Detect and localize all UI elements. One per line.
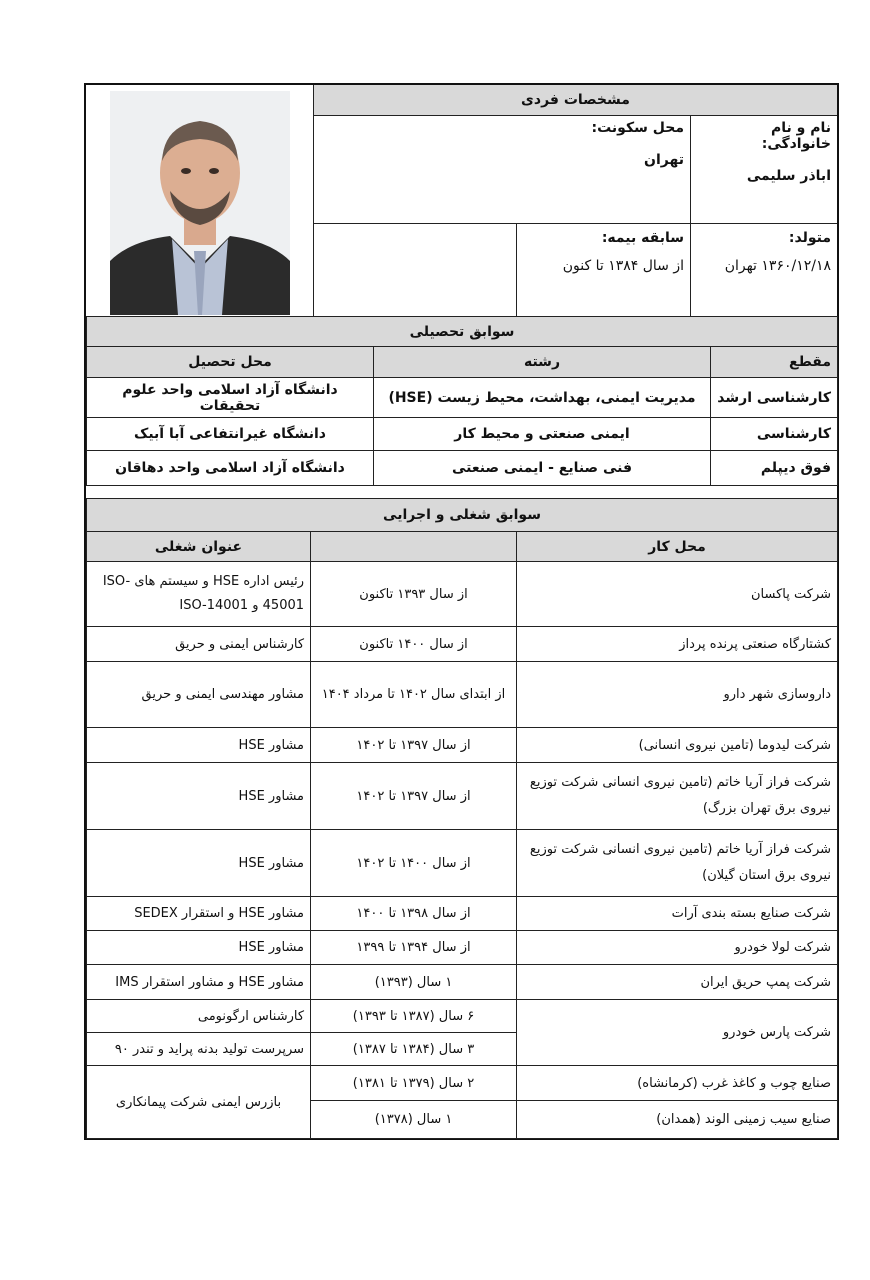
job-place: صنایع چوب و کاغذ غرب (کرمانشاه) bbox=[517, 1066, 838, 1101]
job-title: مشاور مهندسی ایمنی و حریق bbox=[87, 662, 311, 728]
job-place: شرکت پاکسان bbox=[517, 562, 838, 627]
job-title: رئیس اداره HSE و سیستم های ISO-45001 و ISO-14001 bbox=[87, 562, 311, 627]
job-title: مشاور HSE bbox=[87, 763, 311, 830]
education-header: سوابق تحصیلی bbox=[87, 317, 838, 347]
education-col-place: محل تحصیل bbox=[87, 347, 374, 378]
jobs-table bbox=[86, 498, 838, 1139]
education-field: ایمنی صنعتی و محیط کار bbox=[374, 418, 711, 451]
education-level: کارشناسی bbox=[711, 418, 838, 451]
personal-header: مشخصات فردی bbox=[314, 85, 837, 116]
job-title: مشاور HSE و استقرار SEDEX bbox=[87, 897, 311, 931]
birth-label: متولد: bbox=[788, 230, 831, 246]
job-period: از سال ۱۳۹۴ تا ۱۳۹۹ bbox=[311, 931, 517, 965]
table-row bbox=[87, 763, 838, 830]
jobs-col-period bbox=[311, 532, 517, 562]
job-title: مشاور HSE bbox=[87, 830, 311, 897]
insurance-value: از سال ۱۳۸۴ تا کنون bbox=[562, 258, 684, 274]
table-row bbox=[87, 378, 838, 418]
job-place: کشتارگاه صنعتی پرنده پرداز bbox=[517, 627, 838, 662]
job-period: ۶ سال (۱۳۸۷ تا ۱۳۹۳) bbox=[311, 1000, 517, 1033]
table-row bbox=[87, 562, 838, 627]
job-place: شرکت لولا خودرو bbox=[517, 931, 838, 965]
job-title: مشاور HSE bbox=[87, 931, 311, 965]
table-row bbox=[87, 418, 838, 451]
birth-value: ۱۳۶۰/۱۲/۱۸ تهران bbox=[724, 258, 831, 274]
table-row bbox=[87, 662, 838, 728]
personal-info bbox=[314, 85, 837, 316]
photo-frame bbox=[86, 85, 314, 316]
name-cell bbox=[690, 116, 837, 224]
insurance-label: سابقه بیمه: bbox=[601, 230, 684, 246]
job-period: ۳ سال (۱۳۸۴ تا ۱۳۸۷) bbox=[311, 1033, 517, 1066]
education-col-field: رشته bbox=[374, 347, 711, 378]
residence-label: محل سکونت: bbox=[591, 120, 684, 136]
job-title: بازرس ایمنی شرکت پیمانکاری bbox=[87, 1066, 311, 1139]
jobs-section bbox=[86, 498, 837, 1139]
job-place: داروسازی شهر دارو bbox=[517, 662, 838, 728]
jobs-col-title: عنوان شغلی bbox=[87, 532, 311, 562]
education-field: فنی صنایع - ایمنی صنعتی bbox=[374, 451, 711, 486]
education-field: مدیریت ایمنی، بهداشت، محیط زیست (HSE) bbox=[374, 378, 711, 418]
table-row bbox=[87, 1066, 838, 1101]
table-row bbox=[87, 897, 838, 931]
job-title: کارشناس ایمنی و حریق bbox=[87, 627, 311, 662]
job-period: از سال ۱۴۰۰ تا ۱۴۰۲ bbox=[311, 830, 517, 897]
jobs-header: سوابق شغلی و اجرایی bbox=[87, 499, 838, 532]
person-portrait-icon bbox=[110, 91, 290, 315]
name-value: اباذر سلیمی bbox=[746, 168, 831, 184]
job-title: مشاور HSE و مشاور استقرار IMS bbox=[87, 965, 311, 1000]
table-row bbox=[87, 451, 838, 486]
job-period: از سال ۱۳۹۳ تاکنون bbox=[311, 562, 517, 627]
job-period: از ابتدای سال ۱۴۰۲ تا مرداد ۱۴۰۴ bbox=[311, 662, 517, 728]
table-row bbox=[87, 728, 838, 763]
job-period: از سال ۱۳۹۸ تا ۱۴۰۰ bbox=[311, 897, 517, 931]
table-row bbox=[87, 965, 838, 1000]
profile-photo bbox=[110, 91, 290, 315]
table-row bbox=[87, 931, 838, 965]
education-place: دانشگاه غیرانتفاعی آبا آبیک bbox=[87, 418, 374, 451]
birth-cell bbox=[690, 224, 837, 316]
job-title: کارشناس ارگونومی bbox=[87, 1000, 311, 1033]
job-place: شرکت صنایع بسته بندی آرات bbox=[517, 897, 838, 931]
table-row bbox=[87, 830, 838, 897]
job-period: از سال ۱۳۹۷ تا ۱۴۰۲ bbox=[311, 763, 517, 830]
education-level: فوق دیپلم bbox=[711, 451, 838, 486]
job-period: ۱ سال (۱۳۷۸) bbox=[311, 1101, 517, 1139]
jobs-col-place: محل کار bbox=[517, 532, 838, 562]
job-place: شرکت فراز آریا خاتم (تامین نیروی انسانی شرکت توزیع نیروی برق استان گیلان) bbox=[517, 830, 838, 897]
insurance-cell bbox=[516, 224, 690, 316]
job-place: شرکت لیدوما (تامین نیروی انسانی) bbox=[517, 728, 838, 763]
education-level: کارشناسی ارشد bbox=[711, 378, 838, 418]
residence-cell bbox=[314, 116, 690, 224]
job-period: از سال ۱۴۰۰ تاکنون bbox=[311, 627, 517, 662]
job-period: ۱ سال (۱۳۹۳) bbox=[311, 965, 517, 1000]
table-row bbox=[87, 1000, 838, 1033]
table-row bbox=[87, 627, 838, 662]
education-place: دانشگاه آزاد اسلامی واحد دهاقان bbox=[87, 451, 374, 486]
residence-value: تهران bbox=[644, 152, 684, 168]
job-place: شرکت پمپ حریق ایران bbox=[517, 965, 838, 1000]
personal-section bbox=[86, 85, 837, 316]
resume-sheet bbox=[84, 83, 839, 1140]
job-title: سرپرست تولید بدنه پراید و تندر ۹۰ bbox=[87, 1033, 311, 1066]
job-place: شرکت فراز آریا خاتم (تامین نیروی انسانی شرکت توزیع نیروی برق تهران بزرگ) bbox=[517, 763, 838, 830]
job-title: مشاور HSE bbox=[87, 728, 311, 763]
blank-cell bbox=[314, 224, 516, 316]
job-period: از سال ۱۳۹۷ تا ۱۴۰۲ bbox=[311, 728, 517, 763]
education-section bbox=[86, 316, 837, 486]
education-place: دانشگاه آزاد اسلامی واحد علوم تحقیقات bbox=[87, 378, 374, 418]
name-label: نام و نام خانوادگی: bbox=[761, 120, 831, 152]
job-place: صنایع سیب زمینی الوند (همدان) bbox=[517, 1101, 838, 1139]
job-period: ۲ سال (۱۳۷۹ تا ۱۳۸۱) bbox=[311, 1066, 517, 1101]
job-place: شرکت پارس خودرو bbox=[517, 1000, 838, 1066]
education-table bbox=[86, 316, 838, 486]
education-col-level: مقطع bbox=[711, 347, 838, 378]
